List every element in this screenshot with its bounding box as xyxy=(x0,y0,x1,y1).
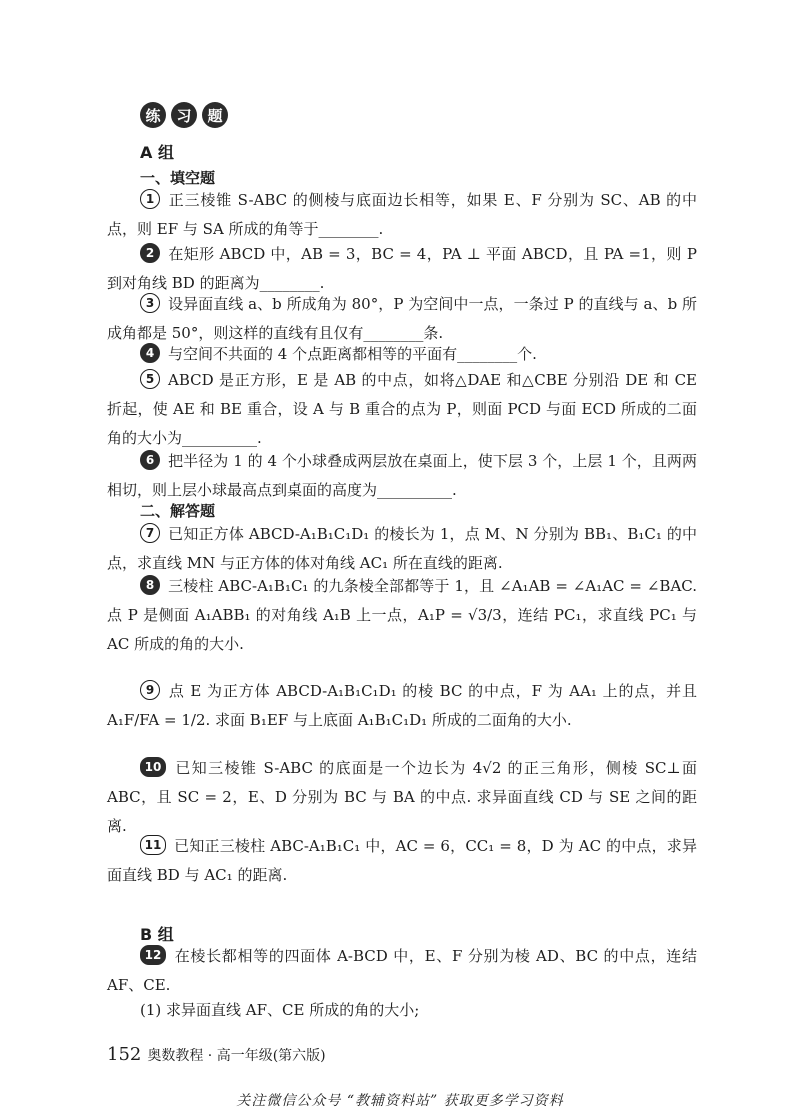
problem-9 xyxy=(107,677,697,735)
title-badge: 练 xyxy=(140,102,166,128)
problem-text: ABCD 是正方形，E 是 AB 的中点，如将△DAE 和△CBE 分别沿 DE 和 CE 折起，使 AE 和 BE 重合，设 A 与 B 重合的点为 P，则面 PCD 与面 ECD 所成的二面角的大小为__________. xyxy=(107,371,697,447)
problem-12-part-1 xyxy=(107,996,697,1025)
problem-text: 正三棱锥 S-ABC 的侧棱与底面边长相等，如果 E、F 分别为 SC、AB 的中点，则 EF 与 SA 所成的角等于________. xyxy=(107,191,697,238)
page-footer xyxy=(107,1044,326,1065)
problem-text: 在矩形 ABCD 中，AB = 3，BC = 4，PA ⊥ 平面 ABCD，且 PA =1，则 P 到对角线 BD 的距离为________. xyxy=(107,245,697,292)
book-title: 奥数教程 · 高一年级(第六版) xyxy=(147,1048,326,1064)
problem-text: 已知三棱锥 S-ABC 的底面是一个边长为 4√2 的正三角形，侧棱 SC⊥面 ABC，且 SC = 2，E、D 分别为 BC 与 BA 的中点. 求异面直线 CD 与 SE 之间的距离. xyxy=(107,759,697,835)
problem-12 xyxy=(107,942,697,1000)
problem-text: 点 E 为正方体 ABCD-A₁B₁C₁D₁ 的棱 BC 的中点，F 为 AA₁ 上的点，并且 A₁F/FA = 1/2. 求面 B₁EF 与上底面 A₁B₁C₁D₁ 所成的二面角的大小. xyxy=(107,682,697,729)
problem-number: 4 xyxy=(140,343,160,363)
problem-text: 与空间不共面的 4 个点距离都相等的平面有________个. xyxy=(168,345,537,363)
watermark-text: 关注微信公众号 “教辅资料站” 获取更多学习资料 xyxy=(236,1093,564,1109)
problem-4 xyxy=(107,340,697,369)
problem-number: 5 xyxy=(140,369,160,389)
problem-10 xyxy=(107,754,697,841)
group-b-heading: B 组 xyxy=(140,925,174,944)
solution-section-heading: 二、解答题 xyxy=(140,502,216,520)
problem-number: 12 xyxy=(140,945,166,965)
page-number: 152 xyxy=(107,1044,142,1065)
problem-text: 在棱长都相等的四面体 A-BCD 中，E、F 分别为棱 AD、BC 的中点，连结 AF、CE. xyxy=(107,947,697,994)
problem-number: 8 xyxy=(140,575,160,595)
exercise-title-badges xyxy=(140,102,228,128)
problem-number: 10 xyxy=(140,757,166,777)
problem-text: 设异面直线 a、b 所成角为 80°，P 为空间中一点，一条过 P 的直线与 a、b 所成角都是 50°，则这样的直线有且仅有________条. xyxy=(107,295,697,342)
problem-number: 1 xyxy=(140,189,160,209)
problem-7 xyxy=(107,520,697,578)
problem-text: 已知正方体 ABCD-A₁B₁C₁D₁ 的棱长为 1，点 M、N 分别为 BB₁、B₁C₁ 的中点，求直线 MN 与正方体的体对角线 AC₁ 所在直线的距离. xyxy=(107,525,697,572)
title-badge: 题 xyxy=(202,102,228,128)
title-badge: 习 xyxy=(171,102,197,128)
problem-number: 3 xyxy=(140,293,160,313)
problem-text: 把半径为 1 的 4 个小球叠成两层放在桌面上，使下层 3 个，上层 1 个，且两两相切，则上层小球最高点到桌面的高度为__________. xyxy=(107,452,697,499)
problem-text: 已知正三棱柱 ABC-A₁B₁C₁ 中，AC = 6，CC₁ = 8，D 为 AC 的中点，求异面直线 BD 与 AC₁ 的距离. xyxy=(107,837,697,884)
problem-5 xyxy=(107,366,697,453)
problem-number: 7 xyxy=(140,523,160,543)
problem-11 xyxy=(107,832,697,890)
problem-number: 2 xyxy=(140,243,160,263)
fill-in-section-heading: 一、填空题 xyxy=(140,169,216,187)
problem-number: 6 xyxy=(140,450,160,470)
problem-number: 9 xyxy=(140,680,160,700)
sub-question-text: (1) 求异面直线 AF、CE 所成的角的大小; xyxy=(140,1001,420,1019)
problem-number: 11 xyxy=(140,835,166,855)
group-a-heading: A 组 xyxy=(140,143,174,162)
problem-8 xyxy=(107,572,697,659)
problem-text: 三棱柱 ABC-A₁B₁C₁ 的九条棱全部都等于 1，且 ∠A₁AB = ∠A₁AC = ∠BAC. 点 P 是侧面 A₁ABB₁ 的对角线 A₁B 上一点，A₁P = √3/3，连结 PC₁，求直线 PC₁ 与 AC 所成的角的大小. xyxy=(107,577,697,653)
problem-1 xyxy=(107,186,697,244)
problem-6 xyxy=(107,447,697,505)
